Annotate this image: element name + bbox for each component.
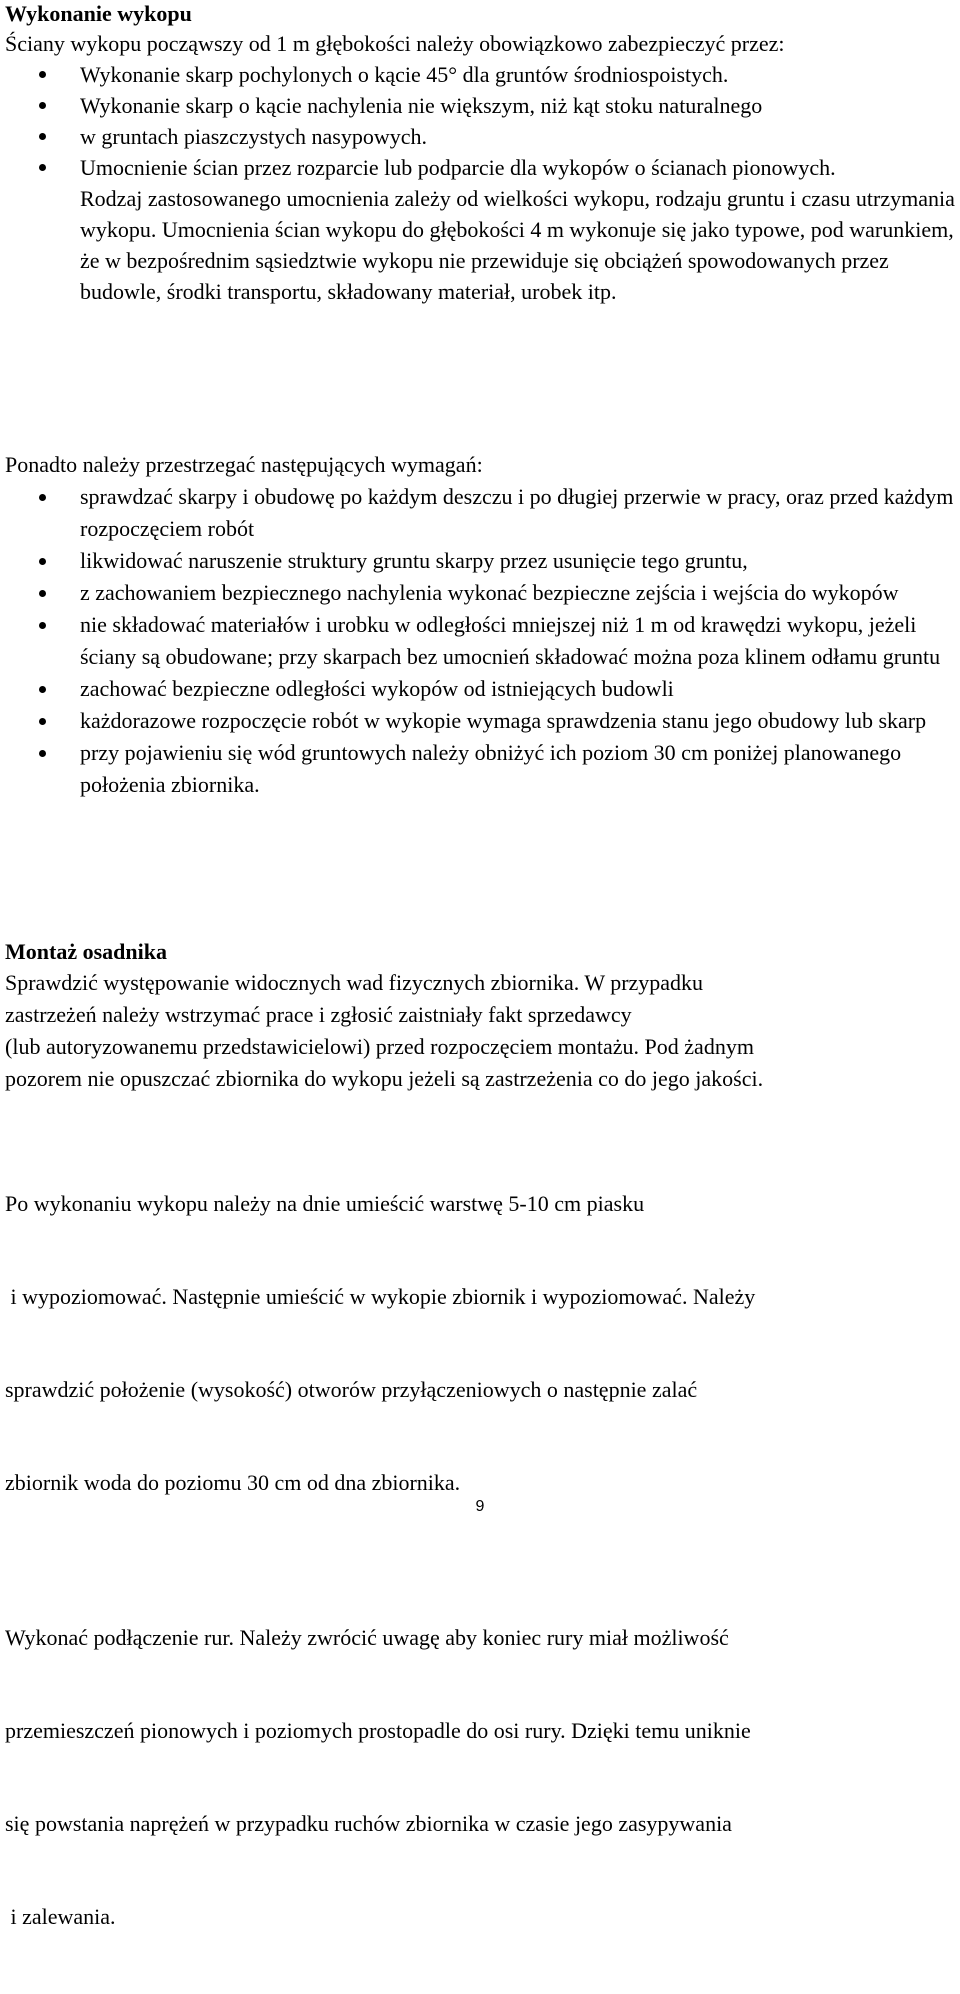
- paragraph-inspection: Sprawdzić występowanie widocznych wad fizycznych zbiornika. W przypadku zastrzeżeń należy wstrzymać prace i zgłosić zaistniały fakt sprzedawcy (lub autoryzowanemu przedstawicielowi) przed rozpoczęciem montażu. Pod żadnym pozorem nie opuszczać zbiornika do wykopu jeżeli są zastrzeżenia co do jego jakości.: [5, 970, 764, 1091]
- paragraph-pipes: Wykonać podłączenie rur. Należy zwrócić uwagę aby koniec rury miał możliwość przemieszczeń pionowych i poziomych prostopadle do osi rury. Dzięki temu uniknie się powstania naprężeń w przypadku ruchów zbiornika w czasie jego zasypywania i zalewania.: [5, 1625, 751, 1929]
- note-paragraph: Rodzaj zastosowanego umocnienia zależy od wielkości wykopu, rodzaju gruntu i czasu utrzymania wykopu. Umocnienia ścian wykopu do głębokości 4 m wykonuje się jako typowe, pod warunkiem, że w bezpośrednim sąsiedztwie wykopu nie przewiduje się obciążeń spowodowanych przez budowle, środki transportu, składowany materiał, urobek itp.: [80, 186, 955, 304]
- bullet-icon: [39, 71, 46, 78]
- list-item: z zachowaniem bezpiecznego nachylenia wykonać bezpieczne zejścia i wejścia do wykopów: [5, 577, 960, 609]
- bullet-icon: [39, 686, 46, 693]
- list-item: każdorazowe rozpoczęcie robót w wykopie wymaga sprawdzenia stanu jego obudowy lub skarp: [5, 705, 940, 737]
- bullet-icon: [39, 102, 46, 109]
- list-item: przy pojawieniu się wód gruntowych należy obniżyć ich poziom 30 cm poniżej planowanego położenia zbiornika.: [5, 737, 960, 801]
- bullet-icon: [39, 164, 46, 171]
- bullet-icon: [39, 718, 46, 725]
- section-wymagania: [5, 449, 957, 801]
- bullet-icon: [39, 133, 46, 140]
- bullet-icon: [39, 622, 46, 629]
- list-item: likwidować naruszenie struktury gruntu skarpy przez usunięcie tego gruntu,: [5, 545, 957, 577]
- list-item: zachować bezpieczne odległości wykopów od istniejących budowli: [5, 673, 957, 705]
- requirements-list: [5, 481, 957, 801]
- bullet-list: [5, 59, 957, 183]
- paragraph-placement: Po wykonaniu wykopu należy na dnie umieścić warstwę 5-10 cm piasku i wypoziomować. Następnie umieścić w wykopie zbiornik i wypoziomować. Należy sprawdzić położenie (wysokość) otworów przyłączeniowych o następnie zalać zbiornik woda do poziomu 30 cm od dna zbiornika.: [5, 1191, 756, 1495]
- bullet-icon: [39, 558, 46, 565]
- intro-paragraph: Ściany wykopu począwszy od 1 m głębokości należy obowiązkowo zabezpieczyć przez:: [5, 31, 785, 56]
- list-item: w gruntach piaszczystych nasypowych.: [5, 121, 957, 152]
- section-title: Montaż osadnika: [5, 939, 167, 964]
- list-item: Wykonanie skarp pochylonych o kącie 45° dla gruntów środniospoistych.: [5, 59, 957, 90]
- bullet-icon: [39, 494, 46, 501]
- list-item: nie składować materiałów i urobku w odległości mniejszej niż 1 m od krawędzi wykopu, jeżeli ściany są obudowane; przy skarpach bez umocnień składować można poza klinem odłamu gruntu: [5, 609, 960, 673]
- list-item: sprawdzać skarpy i obudowę po każdym deszczu i po długiej przerwie w pracy, oraz przed każdym rozpoczęciem robót: [5, 481, 960, 545]
- list-item: Wykonanie skarp o kącie nachylenia nie większym, niż kąt stoku naturalnego: [5, 90, 957, 121]
- section-montaz-osadnika: [5, 936, 957, 1994]
- bullet-icon: [39, 590, 46, 597]
- section-wykonanie-wykopu: [5, 0, 957, 307]
- section-title: Wykonanie wykopu: [5, 1, 192, 26]
- list-item: Umocnienie ścian przez rozparcie lub podparcie dla wykopów o ścianach pionowych.: [5, 152, 890, 183]
- page-number: 9: [475, 1498, 485, 1515]
- bullet-icon: [39, 750, 46, 757]
- requirements-intro: Ponadto należy przestrzegać następujących wymagań:: [5, 452, 483, 477]
